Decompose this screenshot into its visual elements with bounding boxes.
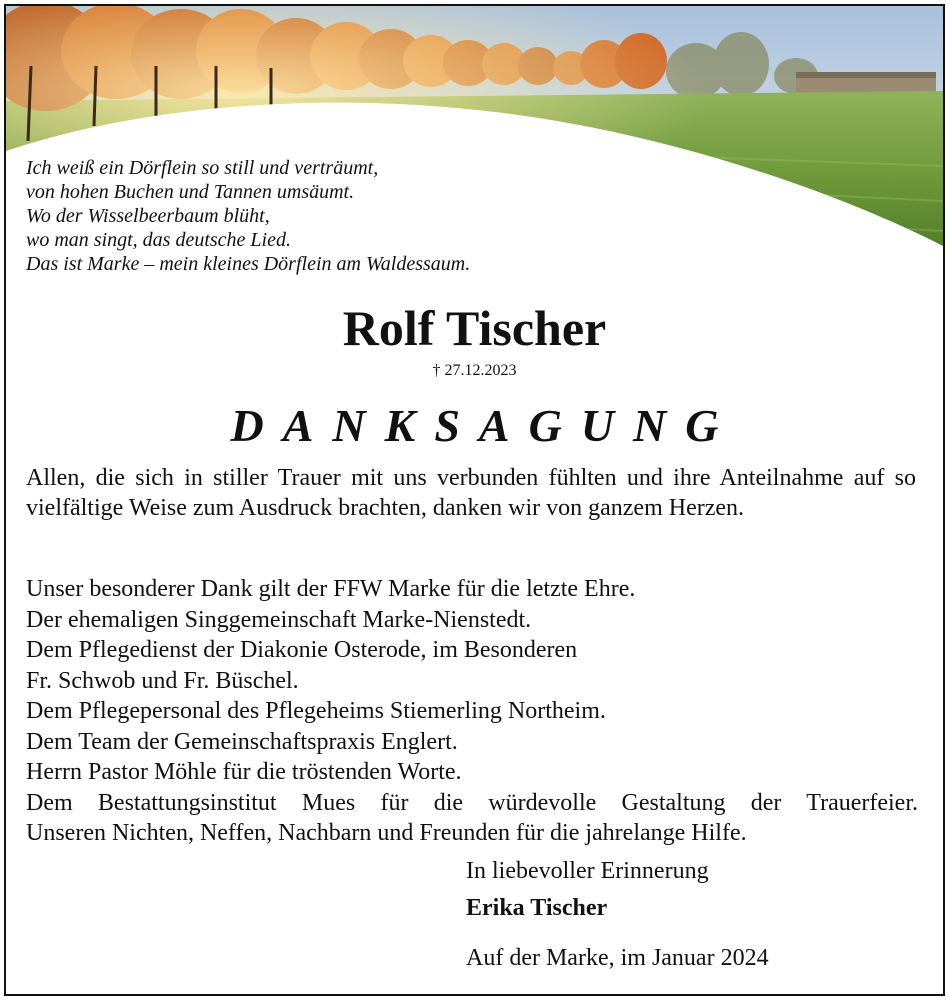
poem-line: wo man singt, das deutsche Lied. bbox=[26, 229, 291, 251]
danksagung-heading: DANKSAGUNG bbox=[230, 400, 738, 451]
thanks-line: Dem Pflegepersonal des Pflegeheims Stiemerling Northeim. bbox=[26, 698, 606, 724]
place-date: Auf der Marke, im Januar 2024 bbox=[466, 945, 769, 971]
obituary-notice bbox=[4, 4, 945, 996]
intro-paragraph: Allen, die sich in stiller Trauer mit uns verbunden fühlten und ihre Anteilnahme auf so vielfältige Weise zum Ausdruck brachten, danken wir von ganzem Herzen. bbox=[26, 465, 916, 521]
thanks-line: Der ehemaligen Singgemeinschaft Marke-Nienstedt. bbox=[26, 606, 532, 633]
closing-line: In liebevoller Erinnerung bbox=[466, 858, 709, 884]
poem-line: Das ist Marke – mein kleines Dörflein am Waldessaum. bbox=[26, 253, 471, 275]
thanks-line: Dem Pflegedienst der Diakonie Osterode, im Besonderen bbox=[26, 637, 578, 663]
signer-name: Erika Tischer bbox=[466, 895, 608, 921]
poem bbox=[26, 156, 470, 276]
thanks-line: Dem Team der Gemeinschaftspraxis Englert. bbox=[26, 728, 458, 755]
thanks-line: Herrn Pastor Möhle für die tröstenden Worte. bbox=[26, 759, 462, 785]
poem-line: von hohen Buchen und Tannen umsäumt. bbox=[26, 181, 355, 203]
thanks-line: Unseren Nichten, Neffen, Nachbarn und Freunden für die jahrelange Hilfe. bbox=[26, 820, 747, 846]
thanks-line: Fr. Schwob und Fr. Büschel. bbox=[26, 667, 299, 694]
signoff bbox=[466, 856, 769, 973]
poem-line: Wo der Wisselbeerbaum blüht, bbox=[26, 205, 270, 227]
thanks-line: Unser besonderer Dank gilt der FFW Marke für die letzte Ehre. bbox=[26, 576, 636, 602]
thanks-list bbox=[26, 574, 918, 849]
thanks-line: Dem Bestattungsinstitut Mues für die würdevolle Gestaltung der Trauerfeier. bbox=[26, 789, 918, 816]
poem-line: Ich weiß ein Dörflein so still und verträumt, bbox=[26, 157, 379, 179]
deceased-name: Rolf Tischer bbox=[342, 300, 607, 356]
death-date: † 27.12.2023 bbox=[432, 362, 517, 379]
